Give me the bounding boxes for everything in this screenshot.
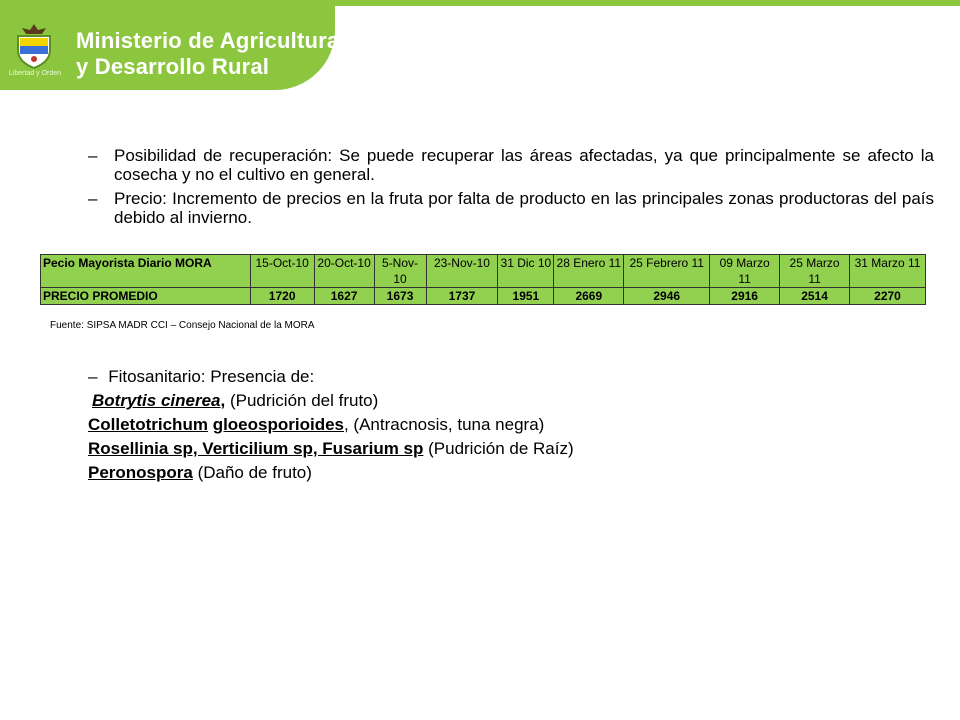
ministry-line-2: y Desarrollo Rural	[76, 54, 270, 79]
date-cell: 25 Febrero 11	[624, 255, 710, 288]
bullet-text: Posibilidad de recuperación: Se puede recuperar las áreas afectadas, ya que principalmente se afecto la cosecha y no el cultivo en general.	[114, 146, 934, 184]
price-cell: 1951	[498, 288, 554, 305]
phyto-intro	[88, 365, 948, 389]
price-table	[40, 254, 926, 305]
price-cell: 1737	[426, 288, 498, 305]
pathogen-item	[88, 389, 948, 413]
header-bar	[0, 0, 960, 90]
date-cell: 5-Nov-10	[374, 255, 426, 288]
price-table-wrapper	[40, 254, 926, 305]
date-cell: 25 Marzo 11	[780, 255, 850, 288]
price-cell: 1627	[314, 288, 374, 305]
bullet-dash: –	[88, 367, 98, 386]
pathogen-desc: (Pudrición de Raíz)	[423, 439, 574, 458]
date-cell: 09 Marzo 11	[710, 255, 780, 288]
table-row	[41, 288, 926, 305]
bullet-dash: –	[88, 189, 98, 208]
pathogen-desc: (Pudrición del fruto)	[225, 391, 379, 410]
price-cell: 2514	[780, 288, 850, 305]
table-header-label: Pecio Mayorista Diario MORA	[41, 255, 251, 288]
bullet-list	[88, 146, 934, 232]
price-cell: 2946	[624, 288, 710, 305]
row-label: PRECIO PROMEDIO	[41, 288, 251, 305]
date-cell: 28 Enero 11	[554, 255, 624, 288]
pathogen-name: Rosellinia sp, Verticilium sp, Fusarium sp	[88, 439, 424, 458]
price-cell: 1673	[374, 288, 426, 305]
date-cell: 15-Oct-10	[250, 255, 314, 288]
bullet-text: Precio: Incremento de precios en la fruta por falta de producto en las principales zonas productoras del país debido al invierno.	[114, 189, 934, 227]
bullet-dash: –	[88, 146, 98, 165]
price-cell: 2669	[554, 288, 624, 305]
pathogen-name: Colletotrichum	[88, 415, 208, 434]
pathogen-item	[88, 413, 948, 437]
ministry-line-1: Ministerio de Agricultura	[76, 28, 340, 53]
bullet-price	[88, 189, 934, 227]
date-cell: 31 Dic 10	[498, 255, 554, 288]
ministry-logo-text	[76, 28, 339, 80]
pathogen-name: Peronospora	[88, 463, 193, 482]
header-right-line	[300, 0, 960, 6]
pathogen-desc: , (Antracnosis, tuna negra)	[343, 415, 545, 434]
bullet-recovery	[88, 146, 934, 184]
pathogen-item	[88, 437, 948, 461]
price-cell: 2916	[710, 288, 780, 305]
pathogen-desc: (Daño de fruto)	[192, 463, 312, 482]
seal-caption: Libertad y Orden	[8, 70, 62, 77]
table-source-note: Fuente: SIPSA MADR CCI – Consejo Nacional de la MORA	[50, 320, 315, 331]
phytosanitary-section	[88, 365, 948, 485]
table-header-row	[41, 255, 926, 288]
date-cell: 20-Oct-10	[314, 255, 374, 288]
pathogen-sep: ,	[220, 391, 226, 410]
pathogen-item	[88, 461, 948, 485]
phyto-intro-text: Fitosanitario: Presencia de:	[108, 367, 315, 386]
coat-of-arms-icon	[10, 22, 58, 70]
price-cell: 2270	[850, 288, 926, 305]
pathogen-name: gloeosporioides	[212, 415, 344, 434]
date-cell: 31 Marzo 11	[850, 255, 926, 288]
date-cell: 23-Nov-10	[426, 255, 498, 288]
pathogen-name: Botrytis cinerea	[92, 391, 221, 410]
price-cell: 1720	[250, 288, 314, 305]
